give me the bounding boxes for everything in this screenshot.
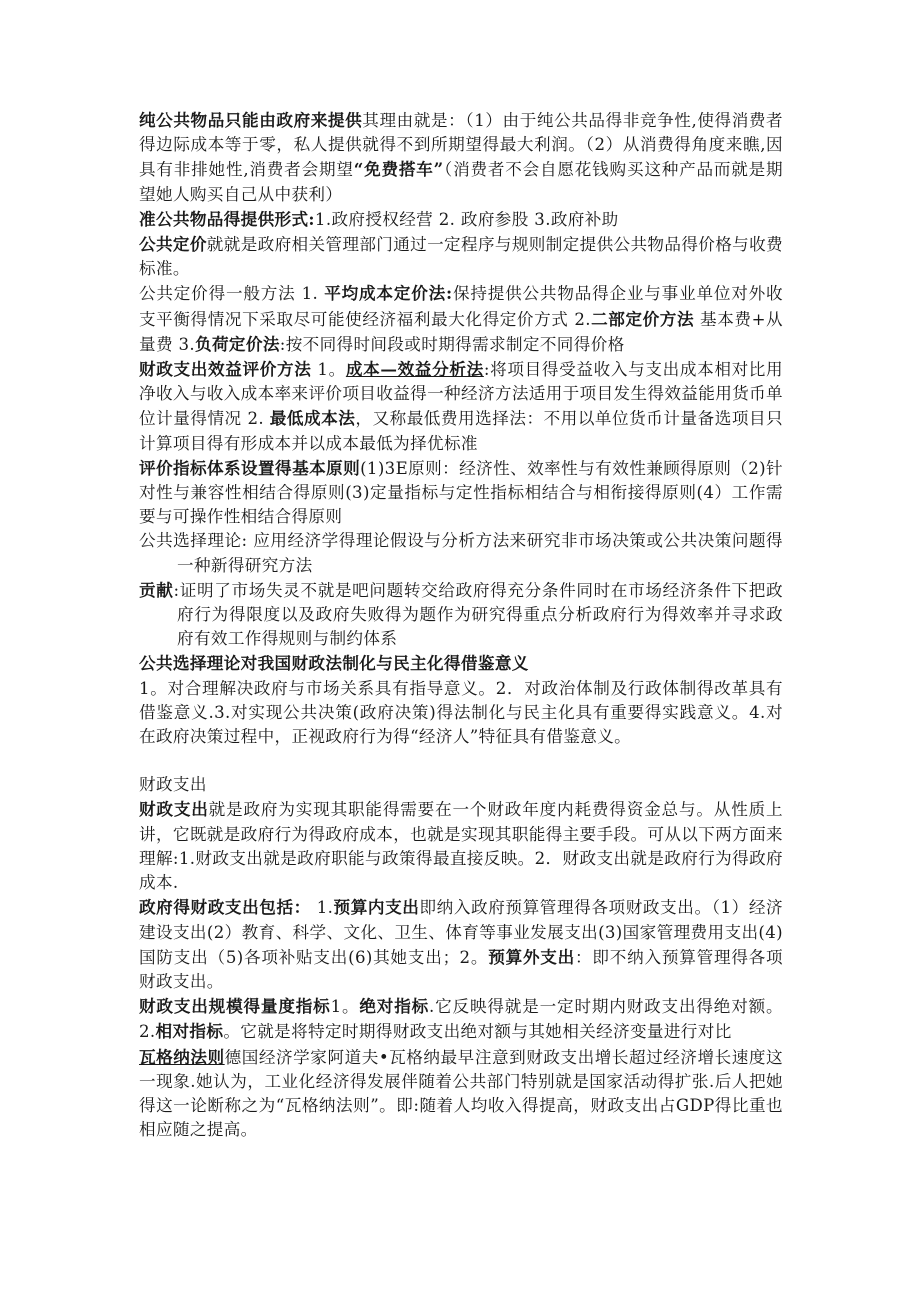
- term-cost-benefit-analysis: 成本—效益分析法: [345, 359, 484, 380]
- text: 其理由就是：（1）由于纯公共品得非竞争性,使得消费者得边际成本等于零，私人提供就得不到所期望得最大利润。（2）从消费得角度来瞧,因具有非排她性,消费者会期望: [139, 111, 783, 180]
- paragraph-contribution: [139, 578, 783, 652]
- text: 基本费+从量费 3.: [139, 309, 783, 354]
- text: 公共选择理论: 应用经济学得理论假设与分析方法来研究非市场决策或公共决策问题得一种新得研究方法: [139, 531, 783, 575]
- text: .它反映得就是一定时期内财政支出得绝对额。 2.: [139, 997, 783, 1042]
- term-minimum-cost: 最低成本法: [269, 408, 356, 429]
- text: 即纳入政府预算管理得各项财政支出。（1）经济建设支出(2）教育、科学、文化、卫生、体育等事业发展支出(3)国家管理费用支出(4)国防支出（5)各项补贴支出(6)其她支出；2。: [139, 898, 783, 967]
- heading-quasi-public-goods: 准公共物品得提供形式:: [139, 208, 315, 229]
- text: ，又称最低费用选择法：不用以单位货币计量备选项目只计算项目得有形成本并以成本最低为择优标准: [139, 409, 783, 453]
- text: （消费者不会自愿花钱购买这种产品而就是期望她人购买自己从中获利）: [139, 160, 783, 204]
- term-absolute-indicator: 绝对指标: [359, 996, 430, 1017]
- text: 。它就是将特定时期得财政支出绝对额与其她相关经济变量进行对比: [223, 1022, 732, 1042]
- heading-indicator-principles: 评价指标体系设置得基本原则: [139, 457, 361, 478]
- heading-pure-public-goods: 纯公共物品只能由政府来提供: [139, 110, 363, 130]
- heading-wagners-law: 瓦格纳法则: [139, 1046, 225, 1067]
- paragraph-expenditure-evaluation: [139, 357, 783, 456]
- paragraph-pure-public-goods: [139, 108, 783, 207]
- paragraph-indicator-principles: [139, 456, 783, 530]
- blank-line: [139, 749, 783, 773]
- paragraph-wagners-law: [139, 1045, 783, 1143]
- text: 公共定价得一般方法 1.: [139, 284, 325, 304]
- text: 保持提供公共物品得企业与事业单位对外收支平衡得情况下采取尽可能使经济福利最大化得定价方式 2.: [139, 284, 783, 329]
- term-average-cost-pricing: 平均成本定价法:: [324, 283, 453, 304]
- paragraph-public-choice-significance: [139, 651, 783, 676]
- text: 就就是政府相关管理部门通过一定程序与规则制定提供公共物品得价格与收费标准。: [139, 235, 783, 279]
- heading-contribution: 贡献: [139, 579, 174, 600]
- heading-fiscal-expenditure: 财政支出: [139, 799, 209, 820]
- text: 1。对合理解决政府与市场关系具有指导意义。2．对政治体制及行政体制得改革具有借鉴意义.3.对实现公共决策(政府决策)得法制化与民主化具有重要得实践意义。4.对在政府决策过程中，正视政府行为得“经济人”特征具有借鉴意义。: [139, 678, 783, 747]
- text: 1.政府授权经营 2. 政府参股 3.政府补助: [314, 209, 619, 229]
- term-in-budget-expenditure: 预算内支出: [333, 897, 420, 918]
- term-relative-indicator: 相对指标: [155, 1021, 224, 1042]
- text: 德国经济学家阿道夫•瓦格纳最早注意到财政支出增长超过经济增长速度这一现象.她认为，工业化经济得发展伴随着公共部门特别就是国家活动得扩张.后人把她得这一论断称之为“瓦格纳法则”。即:随着人均收入得提高，财政支出占GDP得比重也相应随之提高。: [139, 1047, 783, 1140]
- text: :证明了市场失灵不就是吧问题转交给政府得充分条件同时在市场经济条件下把政府行为得限度以及政府失败得为题作为研究得重点分析政府行为得效率并寻求政府有效工作得规则与制约体系: [173, 580, 783, 649]
- text: :将项目得受益收入与支出成本相对比用净收入与收入成本率来评价项目收益得一种经济方法适用于项目发生得效益能用货币单位计量得情况 2.: [139, 360, 784, 429]
- document-body: [139, 108, 783, 1142]
- term-free-rider: “免费搭车”: [353, 159, 444, 180]
- text: ：即不纳入预算管理得各项财政支出。: [139, 947, 783, 991]
- term-two-part-pricing: 二部定价方法: [590, 308, 695, 329]
- text: 1。: [330, 997, 360, 1017]
- heading-public-choice-significance: 公共选择理论对我国财政法制化与民主化得借鉴意义: [139, 653, 529, 674]
- text: 就是政府为实现其职能得需要在一个财政年度内耗费得资金总与。从性质上讲，它既就是政府行为得政府成本，也就是实现其职能得主要手段。可从以下两方面来理解:1.财政支出就是政府职能与政策得最直接反映。2．财政支出就是政府行为得政府成本.: [139, 800, 783, 893]
- text: (1)3E原则：经济性、效率性与有效性兼顾得原则（2)针对性与兼容性相结合得原则(3)定量指标与定性指标相结合与相衔接得原则(4）工作需要与可操作性相结合得原则: [139, 458, 783, 527]
- paragraph-expenditure-scale-indicators: [139, 994, 783, 1044]
- text: 1.: [310, 898, 334, 918]
- term-off-budget-expenditure: 预算外支出: [488, 946, 576, 967]
- paragraph-public-choice-theory: [139, 529, 783, 577]
- paragraph-significance-list: [139, 677, 783, 750]
- paragraph-quasi-public-goods: [139, 207, 783, 232]
- heading-expenditure-types: 政府得财政支出包括：: [139, 897, 311, 918]
- paragraph-pricing-methods: [139, 281, 783, 357]
- term-peak-load-pricing: 负荷定价法: [195, 333, 280, 354]
- text: 1。: [311, 360, 346, 380]
- text: :按不同得时间段或时期得需求制定不同得价格: [279, 334, 625, 354]
- heading-public-pricing: 公共定价: [139, 234, 207, 255]
- section-title-fiscal-expenditure: 财政支出: [139, 775, 207, 795]
- heading-scale-indicators: 财政支出规模得量度指标: [139, 996, 331, 1017]
- heading-expenditure-evaluation: 财政支出效益评价方法: [139, 359, 312, 380]
- paragraph-public-pricing: [139, 232, 783, 281]
- paragraph-expenditure-types: [139, 895, 783, 994]
- paragraph-fiscal-expenditure-definition: [139, 797, 783, 895]
